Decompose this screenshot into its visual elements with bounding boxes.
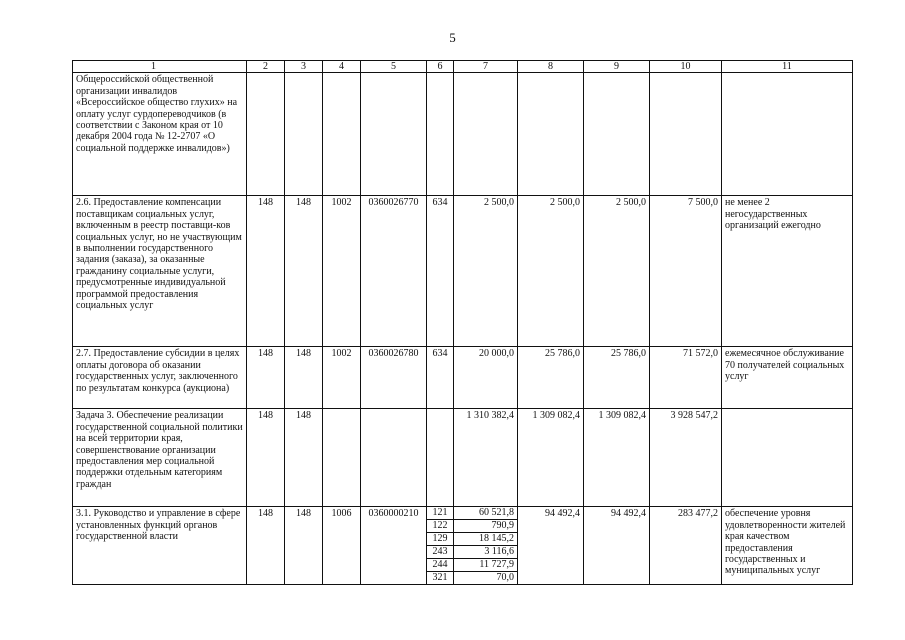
cell-c10: 283 477,2 [650,507,722,585]
cell-c3: 148 [285,409,323,507]
cell-c6 [427,409,454,507]
expense-values-cell [454,507,518,585]
cell-c8: 25 786,0 [518,347,584,409]
cell-c11: ежемесячное обслуживание 70 получателей социальных услуг [722,347,853,409]
table-row [73,409,853,507]
cell-c7: 1 310 382,4 [454,409,518,507]
row-description: 3.1. Руководство и управление в сфере установленных функций органов государственной власти [73,507,247,585]
cell-c9: 94 492,4 [584,507,650,585]
cell-c9: 25 786,0 [584,347,650,409]
col-header-3: 3 [285,61,323,73]
expense-code: 243 [427,546,453,559]
expense-value: 18 145,2 [454,533,517,546]
cell-c6: 634 [427,347,454,409]
cell-c4 [323,409,361,507]
cell-c7 [454,73,518,196]
col-header-10: 10 [650,61,722,73]
expense-value: 11 727,9 [454,559,517,572]
cell-c5: 0360026780 [361,347,427,409]
col-header-4: 4 [323,61,361,73]
row-description: 2.6. Предоставление компенсации поставщикам социальных услуг, включенным в реестр поставщи-ков социальных услуг, но не участвующим в выполнении государственного задания (заказа), за оказанные гражданину социальные услуги, предусмотренные индивидуальной программой предоставления социальных услуг [73,196,247,347]
cell-c3: 148 [285,196,323,347]
cell-c4: 1002 [323,196,361,347]
cell-c5 [361,409,427,507]
cell-c9 [584,73,650,196]
col-header-1: 1 [73,61,247,73]
expense-codes-cell [427,507,454,585]
expense-code: 121 [427,507,453,520]
cell-c3: 148 [285,347,323,409]
cell-c11: не менее 2 негосударственных организаций ежегодно [722,196,853,347]
cell-c4: 1006 [323,507,361,585]
cell-c9: 1 309 082,4 [584,409,650,507]
cell-c9: 2 500,0 [584,196,650,347]
cell-c2: 148 [247,409,285,507]
table-row [73,196,853,347]
row-description: Задача 3. Обеспечение реализации государственной социальной политики на всей территории края, совершенствование организации предоставления мер социальной поддержки отдельным категориям граждан [73,409,247,507]
cell-c8: 2 500,0 [518,196,584,347]
col-header-8: 8 [518,61,584,73]
cell-c8: 1 309 082,4 [518,409,584,507]
cell-c10: 7 500,0 [650,196,722,347]
cell-c10 [650,73,722,196]
expense-code: 122 [427,520,453,533]
cell-c6: 634 [427,196,454,347]
row-description: 2.7. Предоставление субсидии в целях оплаты договора об оказании государственных услуг, заключенного по результатам конкурса (аукциона) [73,347,247,409]
table-row [73,73,853,196]
cell-c5 [361,73,427,196]
col-header-5: 5 [361,61,427,73]
expense-codes-list [427,507,453,584]
col-header-6: 6 [427,61,454,73]
cell-c6 [427,73,454,196]
expense-value: 3 116,6 [454,546,517,559]
cell-c10: 71 572,0 [650,347,722,409]
cell-c11 [722,73,853,196]
cell-c4: 1002 [323,347,361,409]
expense-value: 790,9 [454,520,517,533]
cell-c3 [285,73,323,196]
cell-c3: 148 [285,507,323,585]
col-header-11: 11 [722,61,853,73]
col-header-7: 7 [454,61,518,73]
header-row [73,61,853,73]
cell-c8 [518,73,584,196]
cell-c5: 0360026770 [361,196,427,347]
cell-c4 [323,73,361,196]
cell-c7: 2 500,0 [454,196,518,347]
expense-value: 60 521,8 [454,507,517,520]
expense-values-list [454,507,517,584]
row-description: Общероссийской общественной организации инвалидов «Всероссийское общество глухих» на оплату услуг сурдопереводчиков (в соответствии с Законом края от 10 декабря 2004 года № 12-2707 «О социальной поддержке инвалидов») [73,73,247,196]
cell-c11 [722,409,853,507]
cell-c10: 3 928 547,2 [650,409,722,507]
expense-value: 70,0 [496,572,514,584]
page-number: 5 [449,30,456,45]
table-row [73,347,853,409]
expense-code: 129 [427,533,453,546]
cell-c8: 94 492,4 [518,507,584,585]
cell-c11: обеспечение уровня удовлетворенности жителей края качеством предоставления государственных и муниципальных услуг [722,507,853,585]
cell-c7: 20 000,0 [454,347,518,409]
col-header-2: 2 [247,61,285,73]
col-header-9: 9 [584,61,650,73]
cell-c2: 148 [247,196,285,347]
cell-c5: 0360000210 [361,507,427,585]
expense-code: 244 [427,559,453,572]
table-row [73,507,853,585]
expense-code: 321 [432,572,448,584]
cell-c2: 148 [247,347,285,409]
cell-c2 [247,73,285,196]
program-table [72,60,853,585]
cell-c2: 148 [247,507,285,585]
